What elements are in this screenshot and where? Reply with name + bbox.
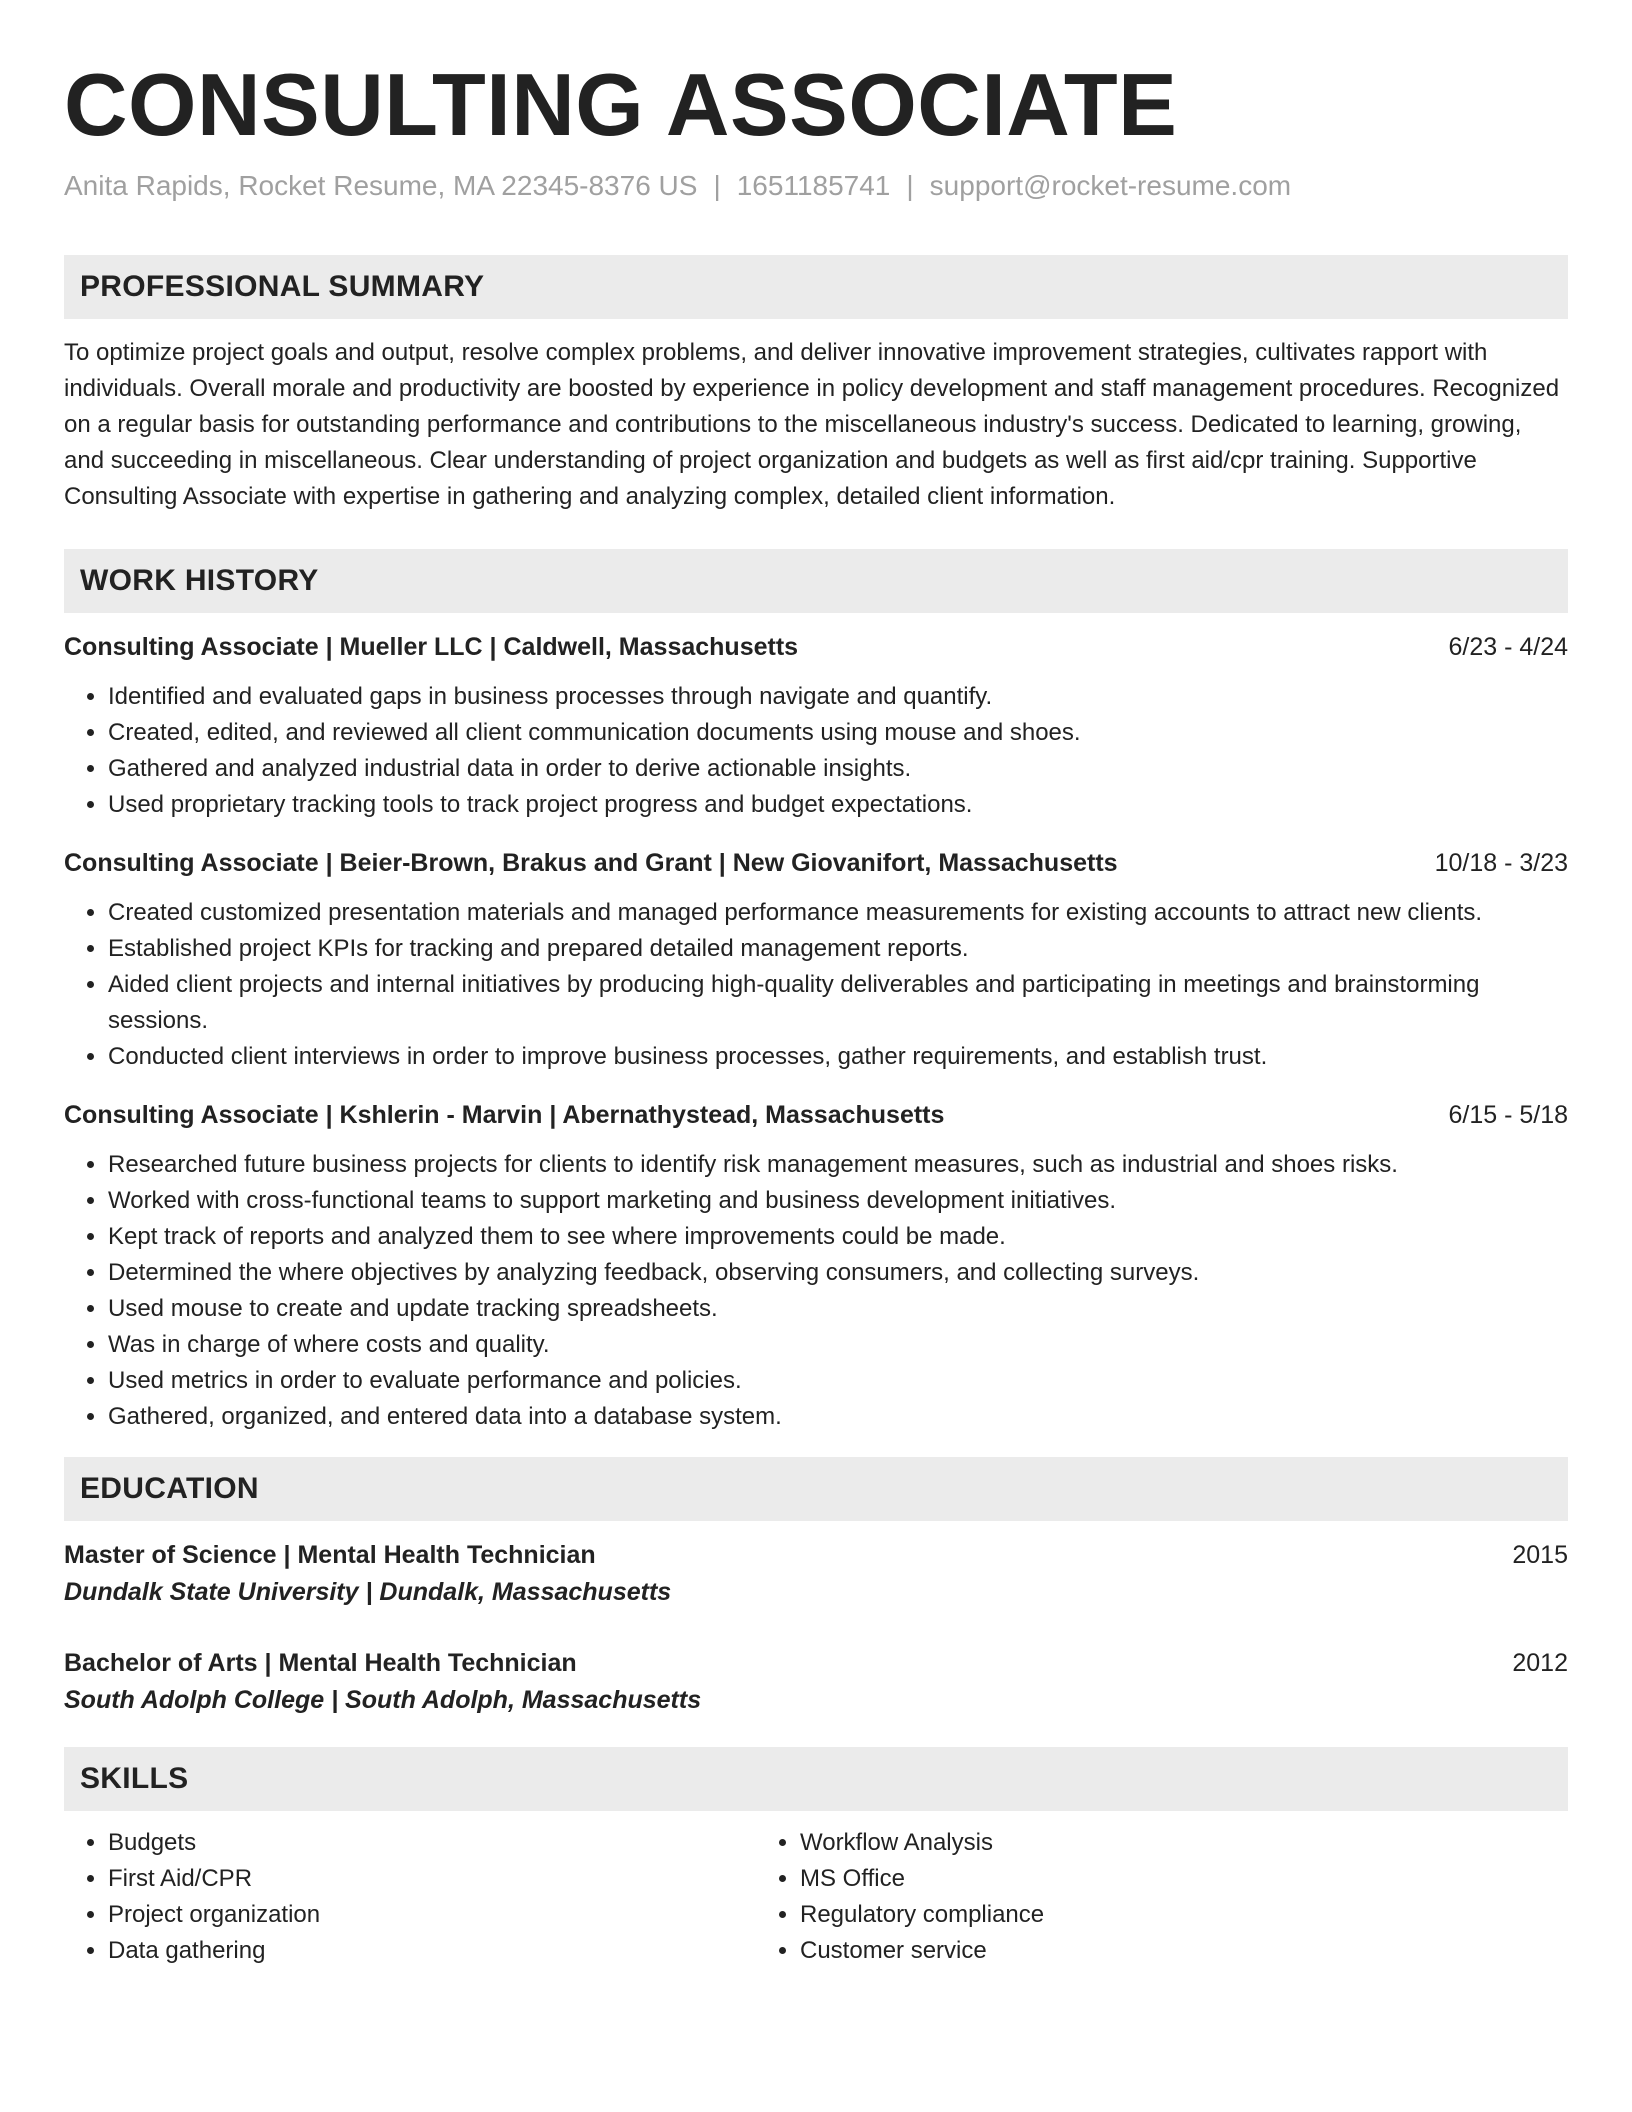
job-bullet: • Determined the where objectives by analyzing feedback, observing consumers, and collecting surveys. [108, 1255, 1568, 1291]
skill-item: • First Aid/CPR [108, 1861, 756, 1897]
job-dates: 6/15 - 5/18 [1448, 1101, 1568, 1129]
job-bullets [64, 895, 1568, 1075]
job-bullet: • Aided client projects and internal initiatives by producing high-quality deliverables and participating in meetings and brainstorming sessions. [108, 967, 1568, 1039]
education-entry [64, 1537, 1568, 1611]
job-bullet: • Used metrics in order to evaluate performance and policies. [108, 1363, 1568, 1399]
job-bullet: • Gathered and analyzed industrial data in order to derive actionable insights. [108, 751, 1568, 787]
job-entry [64, 629, 1568, 823]
job-bullet: • Conducted client interviews in order to improve business processes, gather requirements, and establish trust. [108, 1039, 1568, 1075]
job-dates: 6/23 - 4/24 [1448, 633, 1568, 661]
job-title: Consulting Associate | Kshlerin - Marvin | Abernathystead, Massachusetts [64, 1101, 945, 1129]
contact-phone: 1651185741 [736, 170, 891, 201]
job-bullet: • Created customized presentation materials and managed performance measurements for existing accounts to attract new clients. [108, 895, 1568, 931]
education-degree: Master of Science | Mental Health Technician [64, 1541, 596, 1569]
section-title: EDUCATION [80, 1472, 259, 1505]
job-bullet: • Established project KPIs for tracking and prepared detailed management reports. [108, 931, 1568, 967]
contact-address: Anita Rapids, Rocket Resume, MA 22345-8376 US [64, 170, 698, 201]
job-dates: 10/18 - 3/23 [1434, 849, 1568, 877]
education-degree: Bachelor of Arts | Mental Health Technician [64, 1649, 577, 1677]
education-school: South Adolph College | South Adolph, Massachusetts [64, 1686, 702, 1714]
education-header [64, 1645, 1568, 1681]
section-header-skills [64, 1747, 1568, 1811]
contact-separator: | [906, 170, 914, 201]
job-bullets [64, 679, 1568, 823]
job-bullet: • Used proprietary tracking tools to track project progress and budget expectations. [108, 787, 1568, 823]
job-bullet: • Worked with cross-functional teams to support marketing and business development initiatives. [108, 1183, 1568, 1219]
skills-grid [64, 1825, 1568, 1969]
skill-item: • MS Office [800, 1861, 1456, 1897]
contact-line [64, 169, 1568, 203]
education-year: 2015 [1512, 1541, 1568, 1569]
job-bullet: • Was in charge of where costs and quality. [108, 1327, 1568, 1363]
education-header [64, 1537, 1568, 1573]
job-bullet: • Created, edited, and reviewed all client communication documents using mouse and shoes. [108, 715, 1568, 751]
education-year: 2012 [1512, 1649, 1568, 1677]
contact-separator: | [713, 170, 721, 201]
section-title: PROFESSIONAL SUMMARY [80, 270, 485, 303]
job-title: Consulting Associate | Mueller LLC | Caldwell, Massachusetts [64, 633, 799, 661]
job-header [64, 845, 1568, 881]
skill-item: • Customer service [800, 1933, 1456, 1969]
skill-item: • Data gathering [108, 1933, 756, 1969]
skills-column-right [756, 1825, 1456, 1969]
summary-text: To optimize project goals and output, resolve complex problems, and deliver innovative improvement strategies, cultivates rapport with individuals. Overall morale and productivity are boosted by experience in policy development and staff management procedures. Recognized on a regular basis for outstanding performance and contributions to the miscellaneous industry's success. Dedicated to learning, growing, and succeeding in miscellaneous. Clear understanding of project organization and budgets as well as first aid/cpr training. Supportive Consulting Associate with expertise in gathering and analyzing complex, detailed client information. [64, 339, 1560, 510]
resume-name: CONSULTING ASSOCIATE [64, 55, 1178, 154]
job-entry [64, 1097, 1568, 1435]
skill-item: • Project organization [108, 1897, 756, 1933]
job-title: Consulting Associate | Beier-Brown, Brakus and Grant | New Giovanifort, Massachusetts [64, 849, 1118, 877]
education-entry [64, 1645, 1568, 1719]
education-school: Dundalk State University | Dundalk, Massachusetts [64, 1578, 672, 1606]
job-header [64, 1097, 1568, 1133]
contact-email: support@rocket-resume.com [929, 170, 1292, 201]
skill-item: • Workflow Analysis [800, 1825, 1456, 1861]
skills-column-left [64, 1825, 756, 1969]
job-bullet: • Used mouse to create and update tracking spreadsheets. [108, 1291, 1568, 1327]
section-title: WORK HISTORY [80, 564, 319, 597]
job-header [64, 629, 1568, 665]
job-bullets [64, 1147, 1568, 1435]
job-bullet: • Identified and evaluated gaps in business processes through navigate and quantify. [108, 679, 1568, 715]
section-header-work-history [64, 549, 1568, 613]
job-bullet: • Researched future business projects for clients to identify risk management measures, such as industrial and shoes risks. [108, 1147, 1568, 1183]
job-bullet: • Gathered, organized, and entered data into a database system. [108, 1399, 1568, 1435]
section-title: SKILLS [80, 1762, 189, 1795]
section-header-education [64, 1457, 1568, 1521]
job-bullet: • Kept track of reports and analyzed them to see where improvements could be made. [108, 1219, 1568, 1255]
skill-item: • Regulatory compliance [800, 1897, 1456, 1933]
section-header-summary [64, 255, 1568, 319]
skill-item: • Budgets [108, 1825, 756, 1861]
job-entry [64, 845, 1568, 1075]
